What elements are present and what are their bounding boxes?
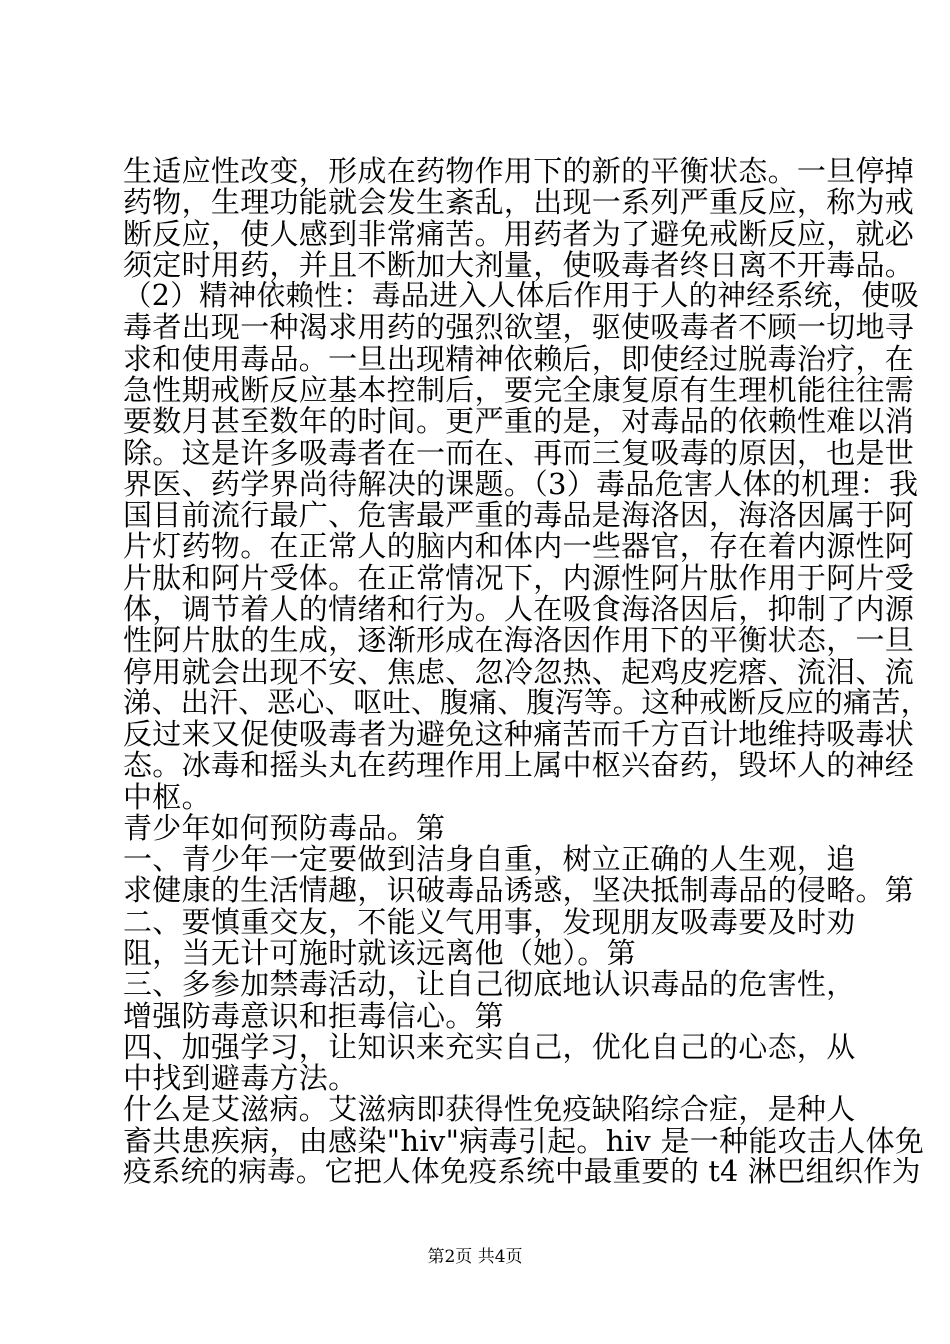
text-line: 要数月甚至数年的时间。更严重的是，对毒品的依赖性难以消 [123,404,915,438]
text-line: 疫系统的病毒。它把人体免疫系统中最重要的 t4 淋巴组织作为 [123,1155,921,1188]
text-line: 增强防毒意识和拒毒信心。第 [123,999,504,1033]
text-line: 求健康的生活情趣，识破毒品诱惑，坚决抵制毒品的侵略。第 [123,873,915,907]
text-line: 片灯药物。在正常人的脑内和体内一些器官，存在着内源性阿 [123,529,915,563]
text-line: 生适应性改变，形成在药物作用下的新的平衡状态。一旦停掉 [123,154,915,188]
page-footer: 第2页 共4页 [427,1247,523,1267]
text-line: 什么是艾滋病。艾滋病即获得性免疫缺陷综合症，是种人 [123,1092,856,1126]
text-line: 性阿片肽的生成，逐渐形成在海洛因作用下的平衡状态，一旦 [123,623,915,657]
text-line: 毒者出现一种渴求用药的强烈欲望，驱使吸毒者不顾一切地寻 [123,310,915,344]
text-line: （2）精神依赖性：毒品进入人体后作用于人的神经系统，使吸 [123,279,920,312]
text-line: 须定时用药，并且不断加大剂量，使吸毒者终日离不开毒品。 [123,248,915,282]
text-line: 畜共患疾病，由感染"hiv"病毒引起。hiv 是一种能攻击人体免 [123,1124,925,1158]
text-line: 一、青少年一定要做到洁身自重，树立正确的人生观，追 [123,842,856,876]
text-line: 停用就会出现不安、焦虑、忽冷忽热、起鸡皮疙瘩、流泪、流 [123,655,915,689]
text-line: 除。这是许多吸毒者在一而在、再而三复吸毒的原因，也是世 [123,436,915,470]
text-line: 三、多参加禁毒活动，让自己彻底地认识毒品的危害性， [123,967,856,1001]
text-line: 界医、药学界尚待解决的课题。（3）毒品危害人体的机理：我 [123,467,919,501]
text-line: 阻，当无计可施时就该远离他（她）。第 [123,936,636,970]
text-line: 药物，生理功能就会发生紊乱，出现一系列严重反应，称为戒 [123,185,915,219]
text-line: 态。冰毒和摇头丸在药理作用上属中枢兴奋药，毁坏人的神经 [123,748,915,782]
text-line: 中枢。 [123,780,211,814]
text-line: 青少年如何预防毒品。第 [123,811,446,845]
text-line: 体，调节着人的情绪和行为。人在吸食海洛因后，抑制了内源 [123,592,915,626]
text-line: 断反应，使人感到非常痛苦。用药者为了避免戒断反应，就必 [123,217,915,251]
text-line: 二、要慎重交友，不能义气用事，发现朋友吸毒要及时劝 [123,905,856,939]
text-line: 涕、出汗、恶心、呕吐、腹痛、腹泻等。这种戒断反应的痛苦， [123,686,930,719]
text-line: 中找到避毒方法。 [123,1061,358,1095]
text-line: 片肽和阿片受体。在正常情况下，内源性阿片肽作用于阿片受 [123,561,915,595]
text-line: 国目前流行最广、危害最严重的毒品是海洛因，海洛因属于阿 [123,498,915,532]
text-line: 求和使用毒品。一旦出现精神依赖后，即使经过脱毒治疗，在 [123,342,915,376]
text-line: 急性期戒断反应基本控制后，要完全康复原有生理机能往往需 [123,373,915,407]
text-line: 反过来又促使吸毒者为避免这种痛苦而千方百计地维持吸毒状 [123,717,915,751]
text-line: 四、加强学习，让知识来充实自己，优化自己的心态，从 [123,1030,856,1064]
